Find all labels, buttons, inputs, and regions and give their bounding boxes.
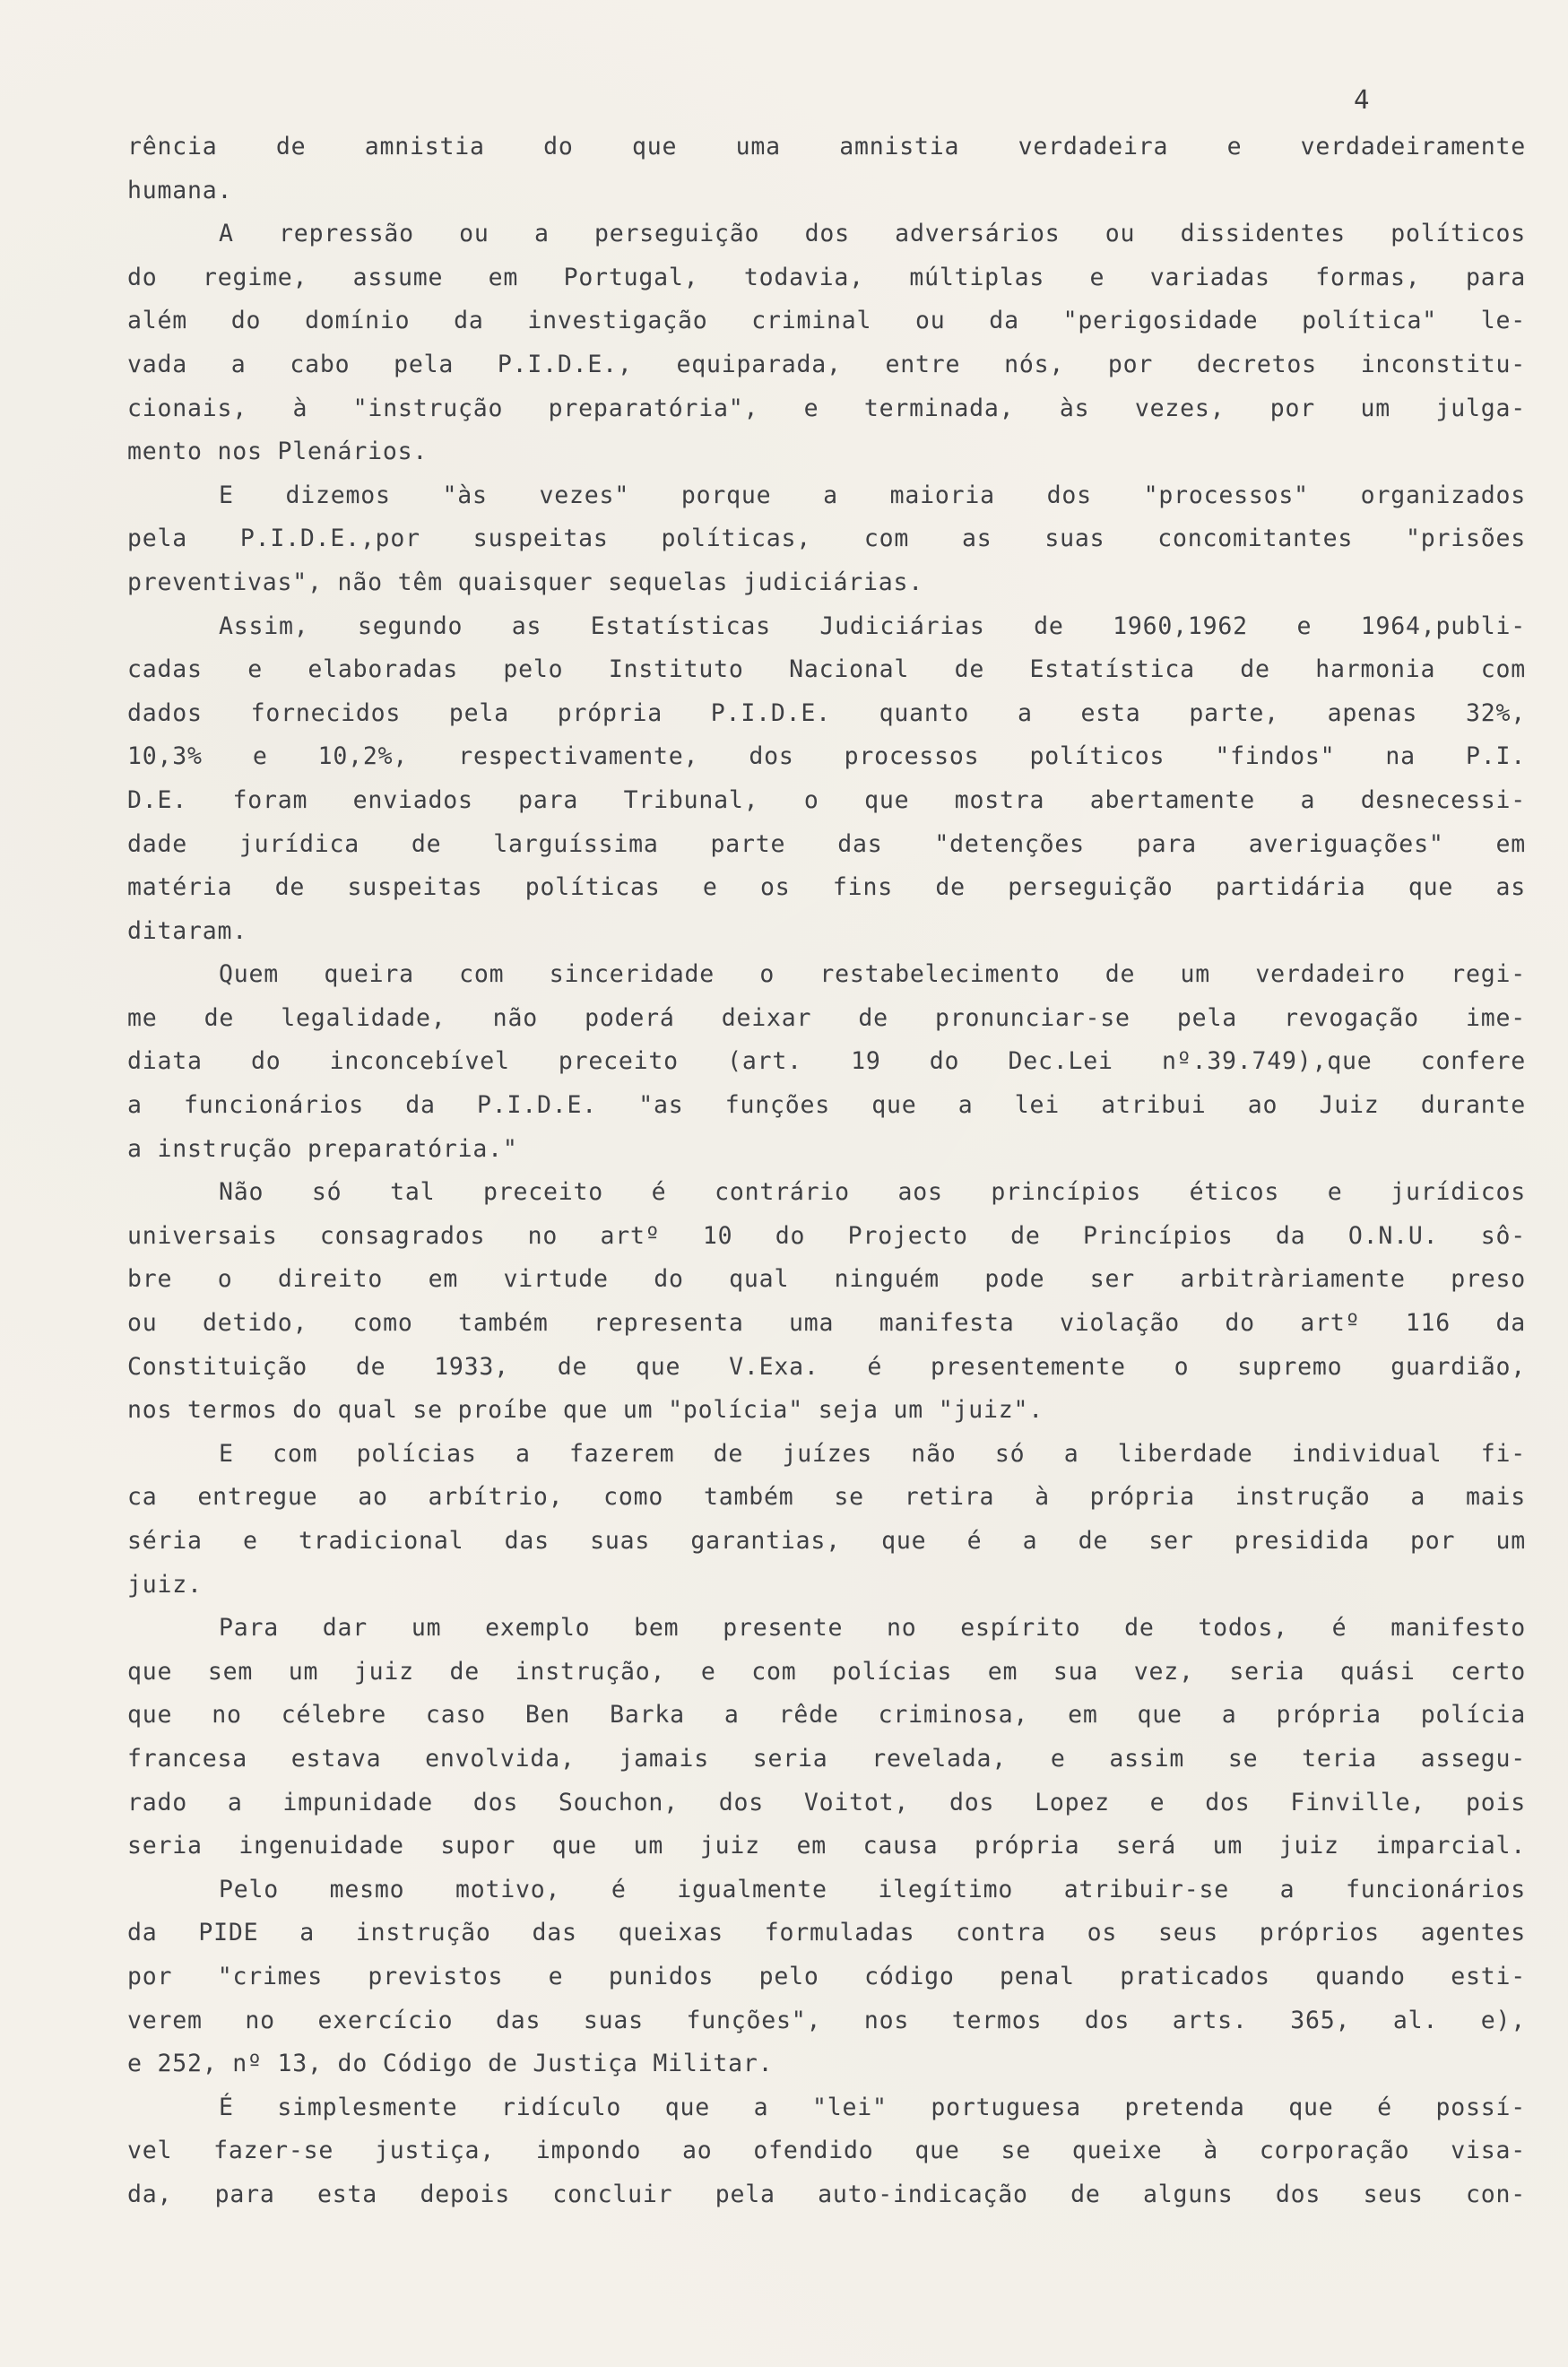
text-line: que sem um juiz de instrução, e com polícias em sua vez, seria quási certo <box>127 1657 1526 1686</box>
text-line: e 252, nº 13, do Código de Justiça Militar. <box>127 2050 774 2078</box>
text-line: bre o direito em virtude do qual ninguém pode ser arbitràriamente preso <box>127 1265 1526 1294</box>
text-line: universais consagrados no artº 10 do Projecto de Princípios da O.N.U. sô- <box>127 1221 1526 1250</box>
text-line: nos termos do qual se proíbe que um "polícia" seja um "juiz". <box>127 1396 1044 1425</box>
text-line: ditaram. <box>127 916 248 945</box>
text-line: Não só tal preceito é contrário aos princípios éticos e jurídicos <box>219 1178 1526 1207</box>
text-line: ca entregue ao arbítrio, como também se retira à própria instrução a mais <box>127 1483 1526 1512</box>
text-line: vel fazer-se justiça, impondo ao ofendido que se queixe à corporação visa- <box>127 2137 1526 2165</box>
text-line: por "crimes previstos e punidos pelo código penal praticados quando esti- <box>127 1962 1526 1990</box>
text-line: Para dar um exemplo bem presente no espírito de todos, é manifesto <box>219 1614 1526 1643</box>
text-line: séria e tradicional das suas garantias, que é a de ser presidida por um <box>127 1527 1526 1555</box>
text-line: a funcionários da P.I.D.E. "as funções que a lei atribui ao Juiz durante <box>127 1091 1526 1120</box>
text-line: além do domínio da investigação criminal ou da "perigosidade política" le- <box>127 307 1526 335</box>
text-line: pela P.I.D.E.,por suspeitas políticas, com as suas concomitantes "prisões <box>127 525 1526 553</box>
text-line: Constituição de 1933, de que V.Exa. é presentemente o supremo guardião, <box>127 1352 1526 1381</box>
text-line: cadas e elaboradas pelo Instituto Nacional de Estatística de harmonia com <box>127 655 1526 684</box>
text-line: preventivas", não têm quaisquer sequelas judiciárias. <box>127 568 923 596</box>
text-line: É simplesmente ridículo que a "lei" portuguesa pretenda que é possí- <box>219 2093 1526 2121</box>
text-line: ou detido, como também representa uma manifesta violação do artº 116 da <box>127 1309 1526 1338</box>
text-line: Pelo mesmo motivo, é igualmente ilegítimo atribuir-se a funcionários <box>219 1875 1526 1903</box>
text-line: dados fornecidos pela própria P.I.D.E. quanto a esta parte, apenas 32%, <box>127 698 1526 727</box>
text-line: A repressão ou a perseguição dos adversários ou dissidentes políticos <box>219 220 1526 248</box>
text-line: Assim, segundo as Estatísticas Judiciárias de 1960,1962 e 1964,publi- <box>219 611 1526 640</box>
text-line: da, para esta depois concluir pela auto-indicação de alguns dos seus con- <box>127 2180 1526 2208</box>
text-line: vada a cabo pela P.I.D.E., equiparada, entre nós, por decretos inconstitu- <box>127 350 1526 378</box>
text-line: do regime, assume em Portugal, todavia, múltiplas e variadas formas, para <box>127 263 1526 291</box>
text-line: a instrução preparatória." <box>127 1134 518 1163</box>
text-line: rado a impunidade dos Souchon, dos Voitot, dos Lopez e dos Finville, pois <box>127 1788 1526 1816</box>
text-line: matéria de suspeitas políticas e os fins de perseguição partidária que as <box>127 873 1526 902</box>
text-line: da PIDE a instrução das queixas formuladas contra os seus próprios agentes <box>127 1919 1526 1947</box>
text-line: verem no exercício das suas funções", nos termos dos arts. 365, al. e), <box>127 2006 1526 2034</box>
text-line: dade jurídica de larguíssima parte das "detenções para averiguações" em <box>127 829 1526 858</box>
text-line: mento nos Plenários. <box>127 438 429 466</box>
text-line: humana. <box>127 176 233 204</box>
page-number: 4 <box>1354 84 1370 115</box>
text-line: juiz. <box>127 1570 203 1599</box>
text-line: 10,3% e 10,2%, respectivamente, dos processos políticos "findos" na P.I. <box>127 742 1526 771</box>
text-line: E com polícias a fazerem de juízes não só a liberdade individual fi- <box>219 1439 1526 1468</box>
text-line: me de legalidade, não poderá deixar de pronunciar-se pela revogação ime- <box>127 1003 1526 1032</box>
document-body <box>127 126 1526 2217</box>
text-line: francesa estava envolvida, jamais seria revelada, e assim se teria assegu- <box>127 1744 1526 1773</box>
text-line: diata do inconcebível preceito (art. 19 do Dec.Lei nº.39.749),que confere <box>127 1047 1526 1076</box>
text-line: D.E. foram enviados para Tribunal, o que mostra abertamente a desnecessi- <box>127 785 1526 814</box>
text-line: rência de amnistia do que uma amnistia verdadeira e verdadeiramente <box>127 133 1526 160</box>
text-line: Quem queira com sinceridade o restabelecimento de um verdadeiro regi- <box>219 960 1526 989</box>
text-line: que no célebre caso Ben Barka a rêde criminosa, em que a própria polícia <box>127 1701 1526 1730</box>
text-line: cionais, à "instrução preparatória", e terminada, às vezes, por um julga- <box>127 394 1526 422</box>
text-line: E dizemos "às vezes" porque a maioria dos "processos" organizados <box>219 481 1526 509</box>
text-line: seria ingenuidade supor que um juiz em causa própria será um juiz imparcial. <box>127 1832 1526 1860</box>
